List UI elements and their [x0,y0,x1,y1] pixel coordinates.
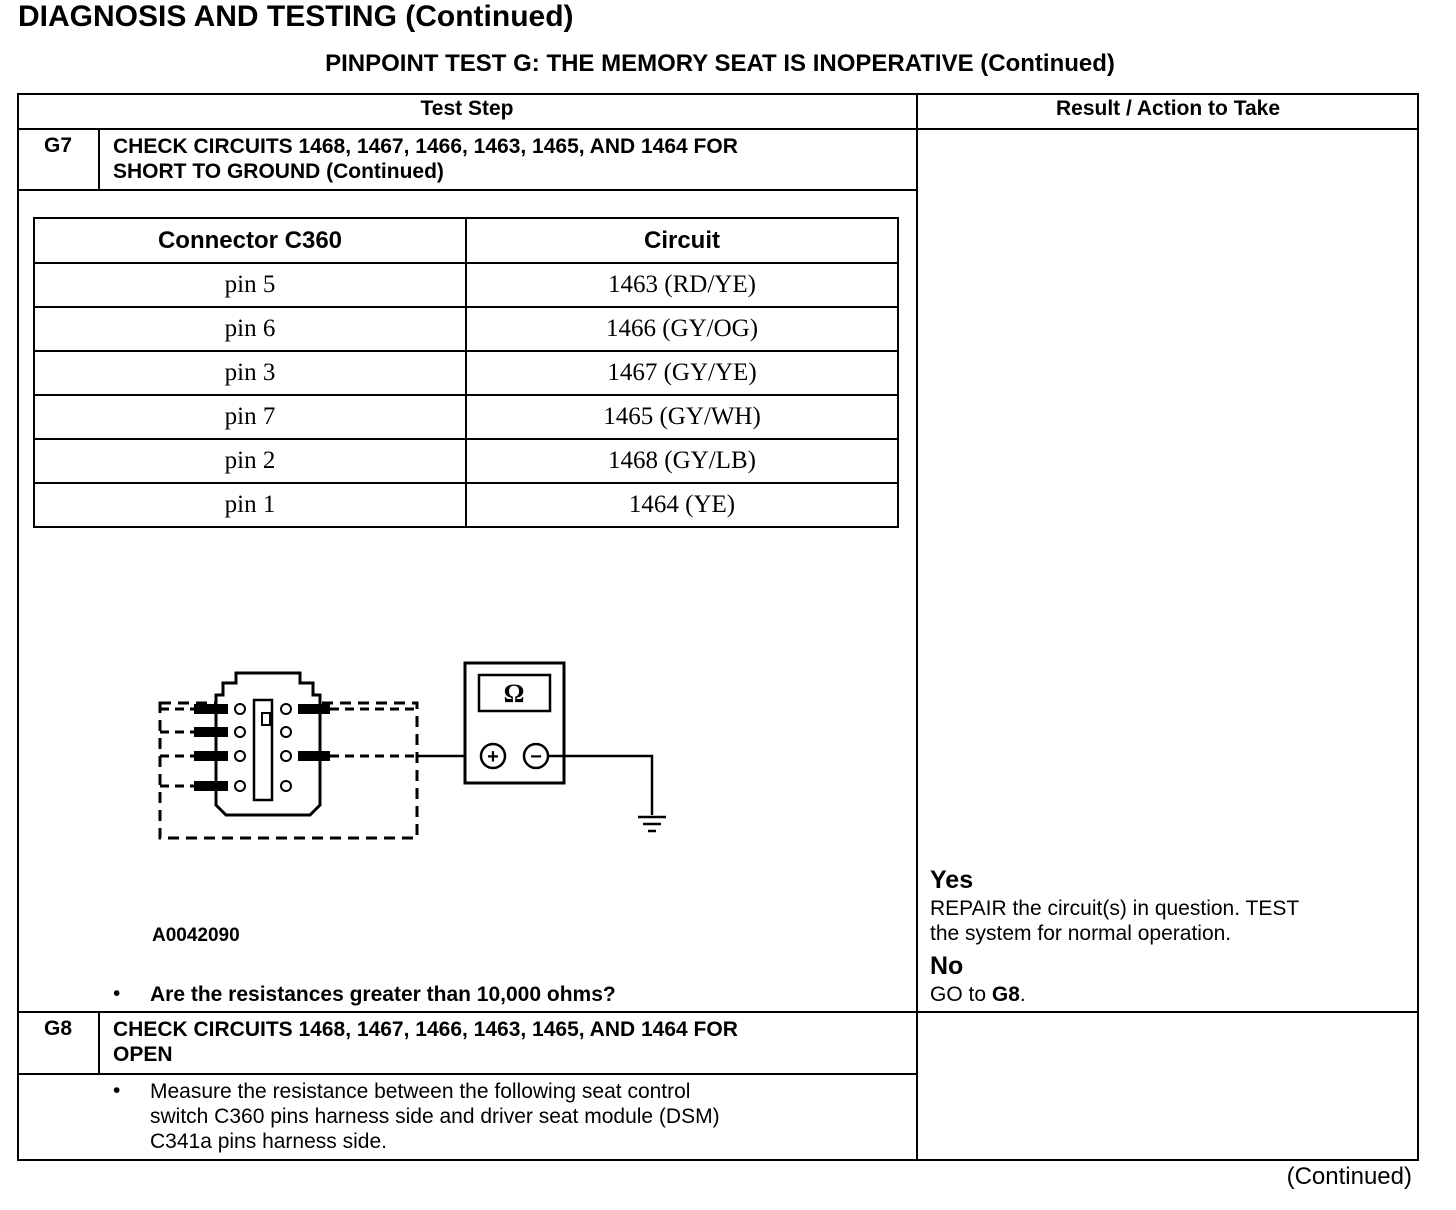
column-divider [916,93,918,1161]
g7-step-title [113,134,903,184]
g7-title-rule [17,189,918,191]
ohm-symbol: Ω [503,679,525,708]
g8-step-title [113,1017,903,1067]
g8-instruction [150,1079,720,1154]
table-row [34,351,898,395]
pin-cell: pin 3 [34,351,466,395]
yes-action-line2: the system for normal operation. [930,922,1232,945]
yes-action-line1: REPAIR the circuit(s) in question. TEST [930,897,1300,920]
table-row [34,263,898,307]
continued-footer: (Continued) [1286,1163,1412,1190]
figure-id: A0042090 [152,925,240,946]
connector-table-header [34,218,898,263]
col-circuit-header: Circuit [466,218,898,263]
circuit-cell: 1463 (RD/YE) [466,263,898,307]
yes-action [930,896,1400,946]
bullet-icon: • [113,982,121,1005]
ohmmeter-icon [465,663,564,783]
circuit-cell: 1468 (GY/LB) [466,439,898,483]
header-result: Result / Action to Take [1055,97,1281,120]
circuit-cell: 1465 (GY/WH) [466,395,898,439]
connector-c360-icon [216,673,320,815]
table-row [34,483,898,527]
bullet-icon: • [113,1079,121,1102]
g8-instruction-line1: Measure the resistance between the following seat control [150,1080,691,1103]
minus-terminal-label: − [530,746,542,768]
g7-id-divider [98,128,100,190]
no-action-prefix: GO to [930,983,992,1006]
connector-circuit-table [33,217,899,528]
header-test-step: Test Step [420,97,514,120]
g8-step-id: G8 [43,1017,72,1040]
header-rule [17,128,1419,130]
table-row [34,395,898,439]
plus-terminal-label: + [487,746,499,768]
g8-instruction-line2: switch C360 pins harness side and driver seat module (DSM) [150,1105,720,1128]
no-action-target: G8 [991,983,1020,1006]
circuit-cell: 1467 (GY/YE) [466,351,898,395]
g8-instruction-line3: C341a pins harness side. [150,1130,387,1153]
ohmmeter-connection-diagram [150,655,690,855]
pin-cell: pin 7 [34,395,466,439]
circuit-cell: 1466 (GY/OG) [466,307,898,351]
page-title: DIAGNOSIS AND TESTING (Continued) [18,0,574,33]
ground-symbol-icon [638,817,666,831]
no-action [930,982,1400,1007]
g8-row-rule [17,1011,1419,1013]
no-action-suffix: . [1019,983,1026,1006]
g7-title-line1: CHECK CIRCUITS 1468, 1467, 1466, 1463, 1465, AND 1464 FOR [113,135,738,158]
g8-title-line2: OPEN [113,1043,173,1066]
table-row [34,439,898,483]
pin-cell: pin 6 [34,307,466,351]
col-connector-header: Connector C360 [34,218,466,263]
pin-cell: pin 2 [34,439,466,483]
g7-question: Are the resistances greater than 10,000 ohms? [150,983,616,1006]
g8-title-rule [17,1073,918,1075]
no-label: No [930,952,964,980]
g7-step-id: G7 [43,134,72,157]
pinpoint-test-title: PINPOINT TEST G: THE MEMORY SEAT IS INOPERATIVE (Continued) [325,50,1115,77]
circuit-cell: 1464 (YE) [466,483,898,527]
pin-cell: pin 5 [34,263,466,307]
yes-label: Yes [930,866,974,894]
g8-id-divider [98,1011,100,1074]
g7-title-line2: SHORT TO GROUND (Continued) [113,160,444,183]
table-row [34,307,898,351]
pin-cell: pin 1 [34,483,466,527]
g8-title-line1: CHECK CIRCUITS 1468, 1467, 1466, 1463, 1465, AND 1464 FOR [113,1018,738,1041]
